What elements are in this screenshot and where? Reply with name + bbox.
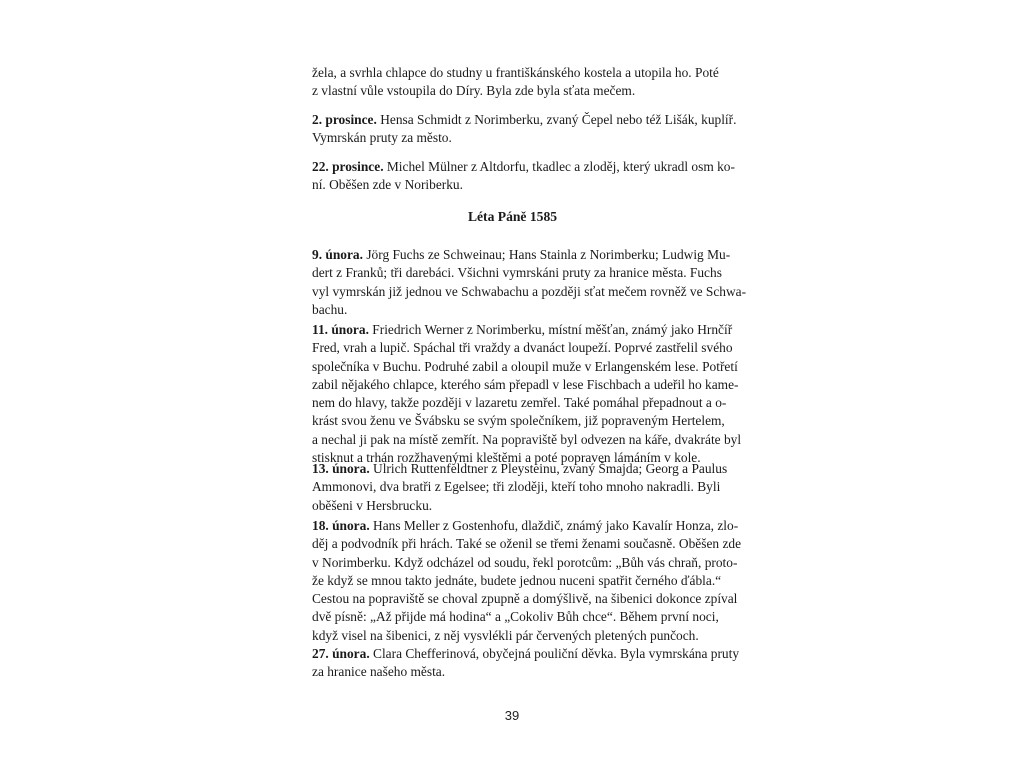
text-line — [312, 158, 735, 176]
text-line: že když se mnou takto jednáte, budete jednou nuceni spatřit černého ďábla.“ — [312, 572, 722, 588]
text-line: Vymrskán pruty za město. — [312, 130, 452, 146]
entry-date: 27. února. — [312, 646, 370, 661]
entry-text: Jörg Fuchs ze Schweinau; Hans Stainla z Norimberku; Ludwig Mu- — [362, 247, 731, 262]
entry-paragraph — [312, 321, 742, 467]
entry-paragraph — [312, 111, 737, 148]
text-line: Fred, vrah a lupič. Spáchal tři vraždy a dvanáct loupeží. Poprvé zastřelil svého — [312, 340, 733, 356]
text-line: krást svou ženu ve Švábsku se svým společníkem, již popraveným Hertelem, — [312, 413, 725, 429]
text-line: dvě písně: „Až přijde má hodina“ a „Cokoliv Bůh chce“. Během první noci, — [312, 609, 719, 625]
text-line: žela, a svrhla chlapce do studny u františkánského kostela a utopila ho. Poté — [312, 65, 719, 80]
entry-text: Clara Chefferinová, obyčejná pouliční děvka. Byla vymrskána pruty — [369, 646, 740, 661]
entry-date: 18. února. — [312, 518, 370, 533]
text-line: oběšeni v Hersbrucku. — [312, 497, 433, 513]
text-line: vyl vymrskán již jednou ve Schwabachu a později sťat mečem rovněž ve Schwa- — [312, 283, 747, 299]
year-heading: Léta Páně 1585 — [467, 209, 558, 224]
entry-date: 9. února. — [312, 247, 363, 262]
entry-text: Ulrich Ruttenfeldtner z Pleysteinu, zvaný Šmajda; Georg a Paulus — [369, 461, 728, 476]
text-line: za hranice našeho města. — [312, 664, 446, 680]
entry-paragraph — [312, 645, 740, 682]
text-line — [312, 111, 737, 129]
entry-paragraph — [312, 158, 735, 195]
entry-paragraph — [312, 64, 719, 101]
entry-continuation — [312, 64, 719, 101]
text-line: v Norimberku. Když odcházel od soudu, řekl porotcům: „Bůh vás chraň, proto- — [312, 554, 738, 570]
text-line: Ammonovi, dva bratři z Egelsee; tři zloději, kteří toho mnoho nakradli. Byli — [312, 479, 721, 495]
text-line: zabil nějakého chlapce, kterého sám přepadl v lese Fischbach a udeřil ho kame- — [312, 376, 739, 392]
text-line: dert z Franků; tři darebáci. Všichni vymrskáni pruty za hranice města. Fuchs — [312, 265, 722, 281]
page-number: 39 — [504, 708, 520, 723]
text-line: ní. Oběšen zde v Noriberku. — [312, 177, 463, 193]
text-line — [312, 645, 740, 663]
entry-paragraph — [312, 517, 742, 645]
text-line: nem do hlavy, takže později v lazaretu zemřel. Také pomáhal přepadnout a o- — [312, 395, 727, 411]
entry-22-prosince — [312, 158, 735, 195]
text-line: společníka v Buchu. Podruhé zabil a oloupil muže v Erlangenském lese. Potřetí — [312, 358, 738, 374]
entry-paragraph — [312, 246, 747, 319]
text-line: stisknut a trhán rozžhavenými kleštěmi a poté popraven lámáním v kole. — [312, 450, 701, 466]
entry-date: 11. února. — [312, 322, 369, 337]
text-line — [312, 321, 733, 339]
entry-date: 22. prosince. — [312, 159, 384, 174]
text-line: Cestou na popraviště se choval zpupně a domýšlivě, na šibenici dokonce zpíval — [312, 591, 738, 607]
entry-27-unora — [312, 645, 740, 682]
entry-13-unora — [312, 460, 728, 515]
entry-2-prosince — [312, 111, 737, 148]
entry-paragraph — [312, 460, 728, 515]
text-line: a nechal ji pak na místě zemřít. Na popraviště byl odvezen na káře, dvakráte byl — [312, 431, 742, 447]
entry-11-unora — [312, 321, 742, 467]
text-line: bachu. — [312, 301, 348, 317]
text-line — [312, 246, 731, 264]
text-line: když visel na šibenici, z něj vysvlékli pár červených pletených punčoch. — [312, 627, 699, 643]
entry-text: Hans Meller z Gostenhofu, dlaždič, známý jako Kavalír Honza, zlo- — [369, 518, 739, 533]
entry-9-unora — [312, 246, 747, 319]
entry-text: Michel Mülner z Altdorfu, tkadlec a zloděj, který ukradl osm ko- — [383, 159, 735, 174]
entry-text: Friedrich Werner z Norimberku, místní měšťan, známý jako Hrnčíř — [368, 322, 733, 337]
entry-date: 2. prosince. — [312, 112, 377, 127]
entry-text: Hensa Schmidt z Norimberku, zvaný Čepel nebo též Lišák, kuplíř. — [376, 112, 737, 127]
text-line — [312, 460, 728, 478]
text-line: děj a podvodník při hrách. Také se oženil se třemi ženami současně. Oběšen zde — [312, 536, 742, 552]
text-line — [312, 517, 739, 535]
entry-18-unora — [312, 517, 742, 645]
text-line: z vlastní vůle vstoupila do Díry. Byla zde byla sťata mečem. — [312, 83, 636, 99]
entry-date: 13. února. — [312, 461, 370, 476]
